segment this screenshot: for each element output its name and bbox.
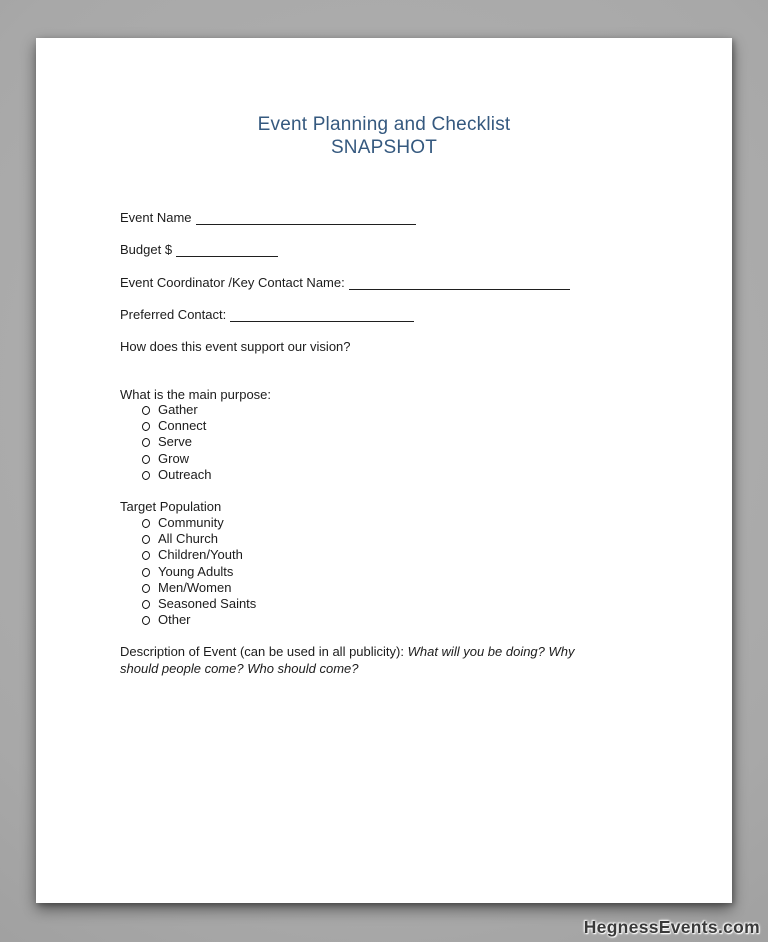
purpose-option-label: Connect: [158, 418, 207, 434]
purpose-heading: What is the main purpose:: [120, 387, 272, 402]
target-option-label: Community: [158, 515, 224, 530]
field-budget-label: Budget $: [120, 242, 173, 257]
document-title-line2: SNAPSHOT: [330, 137, 438, 158]
description-italic-prompt: What will you be doing? Why should people come? Who should come?: [120, 644, 575, 676]
field-coordinator: [120, 275, 570, 290]
radio-circle-icon: [141, 599, 151, 610]
field-preferred-contact-label: Preferred Contact:: [120, 307, 227, 322]
target-option: [142, 564, 256, 580]
purpose-option: [142, 451, 211, 467]
radio-circle-icon: [141, 518, 151, 529]
vision-question: How does this event support our vision?: [120, 339, 351, 354]
purpose-option: [142, 434, 211, 450]
radio-circle-icon: [141, 421, 151, 432]
target-option: [142, 612, 256, 628]
field-preferred-contact-blank-line: [230, 308, 414, 322]
purpose-option: [142, 402, 211, 418]
target-option-label: Other: [158, 612, 191, 628]
description-of-event: [120, 643, 606, 677]
field-preferred-contact: [120, 307, 414, 322]
document-title: [36, 113, 732, 159]
target-option: [142, 531, 256, 547]
target-option-label: Men/Women: [158, 579, 232, 595]
radio-circle-icon: [141, 551, 151, 562]
target-option-label: Seasoned Saints: [158, 595, 257, 611]
target-population-heading: Target Population: [120, 499, 222, 514]
field-coordinator-blank-line: [349, 276, 570, 290]
radio-circle-icon: [141, 534, 151, 545]
radio-circle-icon: [141, 567, 151, 578]
target-option: [142, 596, 256, 612]
radio-circle-icon: [141, 405, 151, 416]
target-option: [142, 547, 256, 563]
field-coordinator-label: Event Coordinator /Key Contact Name:: [120, 275, 345, 290]
target-population-options-list: [142, 515, 256, 628]
purpose-option-label: Gather: [158, 402, 198, 417]
purpose-option-label: Grow: [158, 450, 190, 466]
target-option-label: Young Adults: [158, 563, 234, 579]
radio-circle-icon: [141, 615, 151, 626]
document-title-line1: Event Planning and Checklist: [257, 114, 511, 135]
target-option: [142, 580, 256, 596]
field-event-name-label: Event Name: [120, 210, 192, 225]
radio-circle-icon: [141, 454, 151, 465]
watermark-hegnessevents: HegnessEvents.com: [583, 917, 760, 937]
field-event-name-blank-line: [196, 211, 416, 225]
target-option-label: All Church: [158, 531, 218, 547]
purpose-option-label: Serve: [158, 434, 192, 450]
field-event-name: [120, 210, 416, 225]
purpose-option: [142, 467, 211, 483]
radio-circle-icon: [141, 583, 151, 594]
purpose-option: [142, 418, 211, 434]
field-budget: [120, 242, 278, 257]
purpose-options-list: [142, 402, 211, 483]
document-page: [36, 38, 732, 903]
target-option: [142, 515, 256, 531]
purpose-option-label: Outreach: [158, 466, 212, 482]
field-budget-blank-line: [176, 243, 278, 257]
description-prefix: Description of Event (can be used in all publicity):: [120, 644, 408, 659]
radio-circle-icon: [141, 438, 151, 449]
radio-circle-icon: [141, 470, 151, 481]
target-option-label: Children/Youth: [158, 547, 243, 563]
